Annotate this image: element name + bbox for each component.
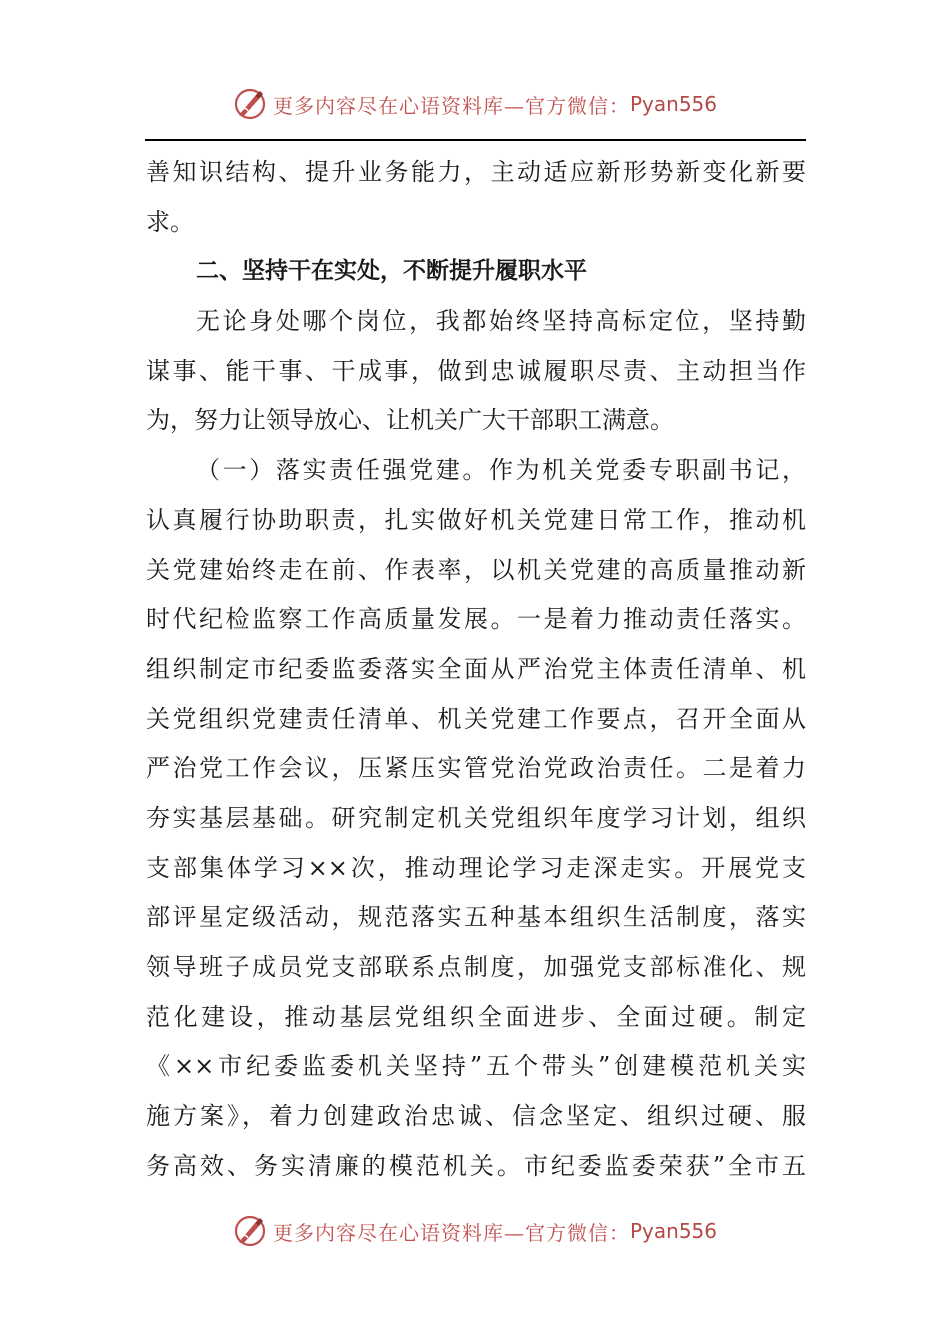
banner-source-text: 更多内容尽在心语资料库—官方微信：: [272, 1220, 630, 1245]
document-body: [146, 148, 806, 1191]
pen-logo-icon: [233, 87, 267, 121]
body-line: 善知识结构、提升业务能力，主动适应新形势新变化新要: [146, 158, 806, 186]
body-line: 施方案》，着力创建政治忠诚、信念坚定、组织过硬、服: [146, 1102, 806, 1131]
body-line: 关党建始终走在前、作表率，以机关党建的高质量推动新: [146, 555, 806, 584]
banner-wechat-id: Pyan556: [629, 1219, 717, 1243]
body-line: 关党组织党建责任清单、机关党建工作要点，召开全面从: [146, 704, 806, 733]
body-line: 夯实基层基础。研究制定机关党组织年度学习计划，组织: [146, 803, 806, 832]
body-line: 《××市纪委监委机关坚持”五个带头”创建模范机关实: [146, 1052, 806, 1081]
header-banner: [0, 84, 950, 124]
body-line: 严治党工作会议，压紧压实管党治党政治责任。二是着力: [146, 754, 806, 783]
banner-source-text: 更多内容尽在心语资料库—官方微信：: [272, 93, 630, 118]
body-line: 时代纪检监察工作高质量发展。一是着力推动责任落实。: [146, 605, 806, 634]
header-divider: [145, 139, 806, 141]
body-line: 支部集体学习××次，推动理论学习走深走实。开展党支: [146, 853, 806, 882]
body-line: （一）落实责任强党建。作为机关党委专职副书记，: [196, 456, 806, 485]
section-heading: 二、坚持干在实处，不断提升履职水平: [196, 258, 587, 285]
body-line: 领导班子成员党支部联系点制度，加强党支部标准化、规: [146, 953, 806, 981]
body-line: 认真履行协助职责，扎实做好机关党建日常工作，推动机: [146, 505, 806, 534]
body-line: 为，努力让领导放心、让机关广大干部职工满意。: [146, 406, 674, 435]
body-line: 谋事、能干事、干成事，做到忠诚履职尽责、主动担当作: [146, 356, 806, 385]
body-line: 部评星定级活动，规范落实五种基本组织生活制度，落实: [146, 903, 806, 932]
pen-logo-icon: [233, 1214, 267, 1248]
body-line: 求。: [146, 207, 194, 236]
footer-banner: [0, 1211, 950, 1251]
body-line: 组织制定市纪委监委落实全面从严治党主体责任清单、机: [146, 654, 806, 683]
body-line: 范化建设，推动基层党组织全面进步、全面过硬。制定: [146, 1002, 806, 1031]
banner-wechat-id: Pyan556: [629, 92, 717, 116]
body-line: 无论身处哪个岗位，我都始终坚持高标定位，坚持勤: [196, 307, 806, 336]
body-line: 务高效、务实清廉的模范机关。市纪委监委荣获”全市五: [146, 1151, 806, 1180]
